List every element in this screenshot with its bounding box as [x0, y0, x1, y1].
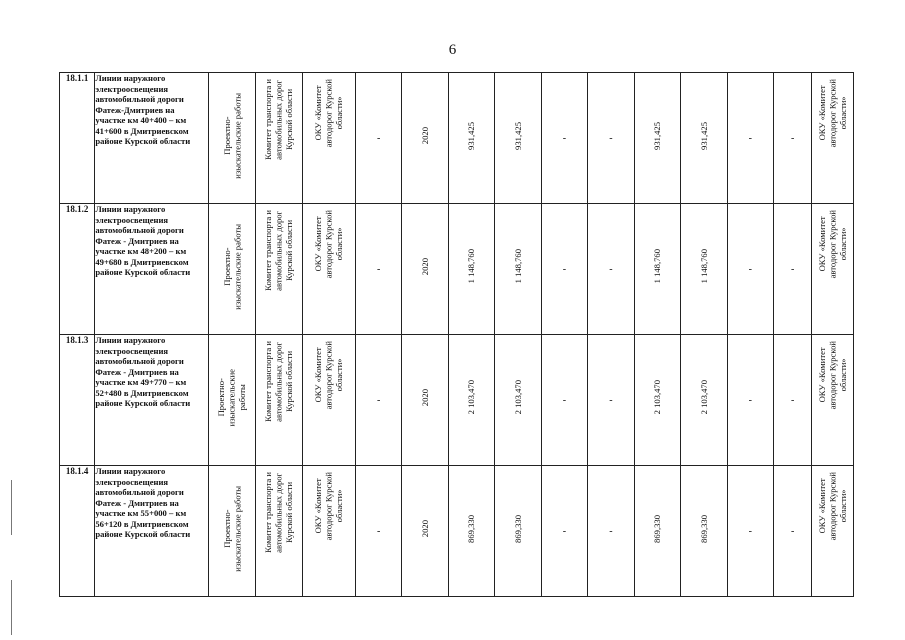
executor-cell-text — [313, 472, 345, 540]
text-line: электроосвещения — [95, 476, 169, 487]
row-number-cell — [60, 466, 95, 597]
text-line: районе Курской области — [95, 529, 191, 539]
year-cell — [402, 335, 448, 466]
empty-value-cell — [355, 335, 401, 466]
year-cell — [402, 204, 448, 335]
customer-cell-text — [263, 210, 295, 291]
total-amount-cell-text: 869,330 — [466, 514, 477, 543]
regional-amount-2-cell-text: 2 103,470 — [698, 380, 709, 415]
empty-value-cell — [727, 73, 773, 204]
total-amount-2-cell-text: 1 148,760 — [512, 249, 523, 284]
empty-value-cell — [588, 335, 634, 466]
year-cell-text: 2020 — [419, 519, 430, 538]
text-line: Проектно- — [221, 116, 232, 155]
year-cell-text: 2020 — [419, 257, 430, 276]
total-amount-2-cell-text: 869,330 — [512, 514, 523, 543]
dash-value: - — [609, 394, 613, 406]
total-amount-cell — [448, 204, 494, 335]
regional-amount-cell-text: 1 148,760 — [652, 249, 663, 284]
text-line: области» — [837, 358, 848, 392]
text-line: Проектно- — [216, 378, 227, 417]
text-line: Курской области — [284, 481, 295, 543]
text-line: 41+600 в Дмитриевском — [95, 125, 189, 136]
text-line: ОКУ «Комитет — [816, 85, 827, 141]
total-amount-2-cell — [495, 335, 541, 466]
text-line: Проектно- — [221, 509, 232, 548]
regional-amount-cell-text: 931,425 — [652, 121, 663, 150]
program-table — [59, 72, 854, 597]
text-line: Комитет транспорта и — [263, 472, 274, 553]
dash-value: - — [748, 132, 752, 144]
customer-cell — [255, 204, 302, 335]
executor-cell-text — [313, 210, 345, 278]
empty-value-cell — [541, 335, 587, 466]
total-amount-cell-text: 2 103,470 — [466, 380, 477, 415]
total-amount-2-cell — [495, 73, 541, 204]
text-line: ОКУ «Комитет — [313, 85, 324, 141]
table-row — [60, 204, 854, 335]
text-line: участке км 40+400 – км — [95, 115, 187, 125]
text-line: автомобильных дорог — [273, 472, 284, 553]
total-amount-2-cell — [495, 466, 541, 597]
work-type-cell — [209, 466, 255, 597]
text-line: районе Курской области — [95, 267, 191, 277]
row-number: 18.1.2 — [65, 204, 89, 214]
text-line: 56+120 в Дмитриевском — [95, 518, 189, 529]
text-line: работы — [237, 384, 248, 411]
text-line: ОКУ «Комитет — [816, 216, 827, 272]
regional-amount-cell — [634, 73, 680, 204]
row-number-cell — [60, 204, 95, 335]
dash-value: - — [748, 263, 752, 275]
text-line: участке км 49+770 – км — [95, 377, 187, 387]
total-amount-cell — [448, 335, 494, 466]
empty-value-cell — [541, 204, 587, 335]
text-line: ОКУ «Комитет — [313, 478, 324, 534]
object-name-cell — [95, 204, 209, 335]
responsible-cell — [812, 204, 854, 335]
total-amount-cell — [448, 73, 494, 204]
object-name-cell — [95, 73, 209, 204]
text-line: области» — [334, 96, 345, 130]
row-number-cell — [60, 335, 95, 466]
executor-cell — [303, 466, 356, 597]
responsible-cell-text — [817, 472, 849, 540]
work-type-cell — [209, 73, 255, 204]
regional-amount-cell-text: 2 103,470 — [652, 380, 663, 415]
text-line: автодорог Курской — [827, 472, 838, 541]
regional-amount-2-cell-text: 931,425 — [698, 121, 709, 150]
text-line: области» — [837, 489, 848, 523]
text-line: изыскательские — [226, 368, 237, 427]
empty-value-cell — [727, 466, 773, 597]
regional-amount-2-cell — [681, 204, 727, 335]
work-type-cell — [209, 335, 255, 466]
text-line: участке км 48+200 – км — [95, 246, 187, 256]
dash-value: - — [562, 132, 567, 144]
margin-mark-bottom — [11, 580, 12, 635]
text-line: Линии наружного — [95, 466, 166, 476]
text-line: области» — [837, 227, 848, 261]
regional-amount-2-cell — [681, 466, 727, 597]
text-line: 49+680 в Дмитриевском — [95, 256, 189, 267]
dash-value: - — [791, 525, 795, 537]
dash-value: - — [562, 394, 567, 406]
text-line: автомобильной дороги — [95, 487, 184, 497]
dash-value: - — [376, 132, 381, 144]
empty-value-cell — [355, 73, 401, 204]
regional-amount-cell-text: 869,330 — [652, 514, 663, 543]
text-line: районе Курской области — [95, 136, 191, 146]
responsible-cell-text — [817, 210, 849, 278]
dash-value: - — [791, 263, 795, 275]
work-type-cell-text — [222, 93, 243, 179]
text-line: участке км 55+000 – км — [95, 508, 187, 518]
empty-value-cell — [355, 466, 401, 597]
customer-cell — [255, 335, 302, 466]
text-line: Фатеж - Дмитриев на — [95, 497, 179, 508]
regional-amount-2-cell-text: 869,330 — [698, 514, 709, 543]
responsible-cell — [812, 73, 854, 204]
regional-amount-2-cell — [681, 335, 727, 466]
text-line: Фатеж - Дмитриев на — [95, 366, 179, 377]
text-line: автодорог Курской — [827, 341, 838, 410]
dash-value: - — [609, 525, 613, 537]
dash-value: - — [791, 394, 795, 406]
responsible-cell-text — [817, 79, 849, 147]
dash-value: - — [748, 525, 752, 537]
responsible-cell — [812, 466, 854, 597]
work-type-cell-text — [222, 224, 243, 310]
text-line: электроосвещения — [95, 345, 169, 356]
year-cell-text: 2020 — [419, 126, 430, 145]
customer-cell-text — [263, 79, 295, 160]
text-line: Фатеж-Дмитриев на — [95, 104, 175, 115]
text-line: ОКУ «Комитет — [313, 216, 324, 272]
dash-value: - — [376, 525, 381, 537]
text-line: автомобильной дороги — [95, 94, 184, 104]
customer-cell — [255, 466, 302, 597]
text-line: автомобильной дороги — [95, 356, 184, 366]
executor-cell-text — [313, 79, 345, 147]
dash-value: - — [791, 132, 795, 144]
text-line: автомобильных дорог — [273, 79, 284, 160]
year-cell — [402, 73, 448, 204]
text-line: Курской области — [284, 219, 295, 281]
empty-value-cell — [588, 466, 634, 597]
regional-amount-cell — [634, 466, 680, 597]
empty-value-cell — [727, 335, 773, 466]
empty-value-cell — [727, 204, 773, 335]
text-line: ОКУ «Комитет — [313, 347, 324, 403]
text-line: автодорог Курской — [323, 341, 334, 410]
empty-value-cell — [355, 204, 401, 335]
dash-value: - — [562, 263, 567, 275]
text-line: области» — [334, 227, 345, 261]
page-number: 6 — [448, 42, 457, 58]
total-amount-2-cell-text: 2 103,470 — [512, 380, 523, 415]
dash-value: - — [562, 525, 567, 537]
executor-cell — [303, 73, 356, 204]
empty-value-cell — [774, 73, 812, 204]
customer-cell-text — [263, 341, 295, 422]
responsible-cell — [812, 335, 854, 466]
text-line: Комитет транспорта и — [263, 341, 274, 422]
customer-cell — [255, 73, 302, 204]
row-number: 18.1.1 — [65, 73, 89, 83]
regional-amount-2-cell-text: 1 148,760 — [698, 249, 709, 284]
text-line: Проектно- — [221, 247, 232, 286]
text-line: области» — [837, 96, 848, 130]
text-line: изыскательские работы — [232, 485, 243, 572]
text-line: области» — [334, 358, 345, 392]
row-number-cell — [60, 73, 95, 204]
empty-value-cell — [588, 204, 634, 335]
table-row — [60, 466, 854, 597]
regional-amount-cell — [634, 204, 680, 335]
text-line: Линии наружного — [95, 73, 166, 83]
row-number: 18.1.4 — [65, 466, 89, 476]
text-line: автодорог Курской — [323, 79, 334, 148]
work-type-cell-text — [216, 369, 248, 426]
empty-value-cell — [774, 466, 812, 597]
regional-amount-2-cell — [681, 73, 727, 204]
text-line: автомобильной дороги — [95, 225, 184, 235]
text-line: изыскательские работы — [232, 92, 243, 179]
total-amount-cell-text: 1 148,760 — [466, 249, 477, 284]
text-line: автомобильных дорог — [273, 210, 284, 291]
text-line: Курской области — [284, 88, 295, 150]
text-line: Линии наружного — [95, 335, 166, 345]
text-line: автодорог Курской — [827, 79, 838, 148]
text-line: Комитет транспорта и — [263, 79, 274, 160]
text-line: автомобильных дорог — [273, 341, 284, 422]
object-name-cell — [95, 466, 209, 597]
empty-value-cell — [588, 73, 634, 204]
text-line: электроосвещения — [95, 83, 169, 94]
total-amount-2-cell — [495, 204, 541, 335]
empty-value-cell — [541, 73, 587, 204]
executor-cell — [303, 204, 356, 335]
text-line: электроосвещения — [95, 214, 169, 225]
empty-value-cell — [541, 466, 587, 597]
margin-mark-top — [11, 480, 12, 535]
text-line: автодорог Курской — [827, 210, 838, 279]
year-cell — [402, 466, 448, 597]
text-line: ОКУ «Комитет — [816, 478, 827, 534]
text-line: Курской области — [284, 350, 295, 412]
total-amount-2-cell-text: 931,425 — [512, 121, 523, 150]
object-name-cell — [95, 335, 209, 466]
regional-amount-cell — [634, 335, 680, 466]
text-line: автодорог Курской — [323, 210, 334, 279]
text-line: Линии наружного — [95, 204, 166, 214]
empty-value-cell — [774, 335, 812, 466]
text-line: области» — [334, 489, 345, 523]
text-line: районе Курской области — [95, 398, 191, 408]
dash-value: - — [376, 394, 381, 406]
total-amount-cell — [448, 466, 494, 597]
empty-value-cell — [774, 204, 812, 335]
dash-value: - — [376, 263, 381, 275]
executor-cell-text — [313, 341, 345, 409]
year-cell-text: 2020 — [419, 388, 430, 407]
total-amount-cell-text: 931,425 — [466, 121, 477, 150]
responsible-cell-text — [817, 341, 849, 409]
dash-value: - — [748, 394, 752, 406]
text-line: Фатеж - Дмитриев на — [95, 235, 179, 246]
text-line: Комитет транспорта и — [263, 210, 274, 291]
row-number: 18.1.3 — [65, 335, 89, 345]
text-line: 52+480 в Дмитриевском — [95, 387, 189, 398]
text-line: автодорог Курской — [323, 472, 334, 541]
dash-value: - — [609, 132, 613, 144]
work-type-cell — [209, 204, 255, 335]
executor-cell — [303, 335, 356, 466]
text-line: изыскательские работы — [232, 223, 243, 310]
text-line: ОКУ «Комитет — [816, 347, 827, 403]
customer-cell-text — [263, 472, 295, 553]
dash-value: - — [609, 263, 613, 275]
work-type-cell-text — [222, 486, 243, 572]
table-row — [60, 335, 854, 466]
table-row — [60, 73, 854, 204]
